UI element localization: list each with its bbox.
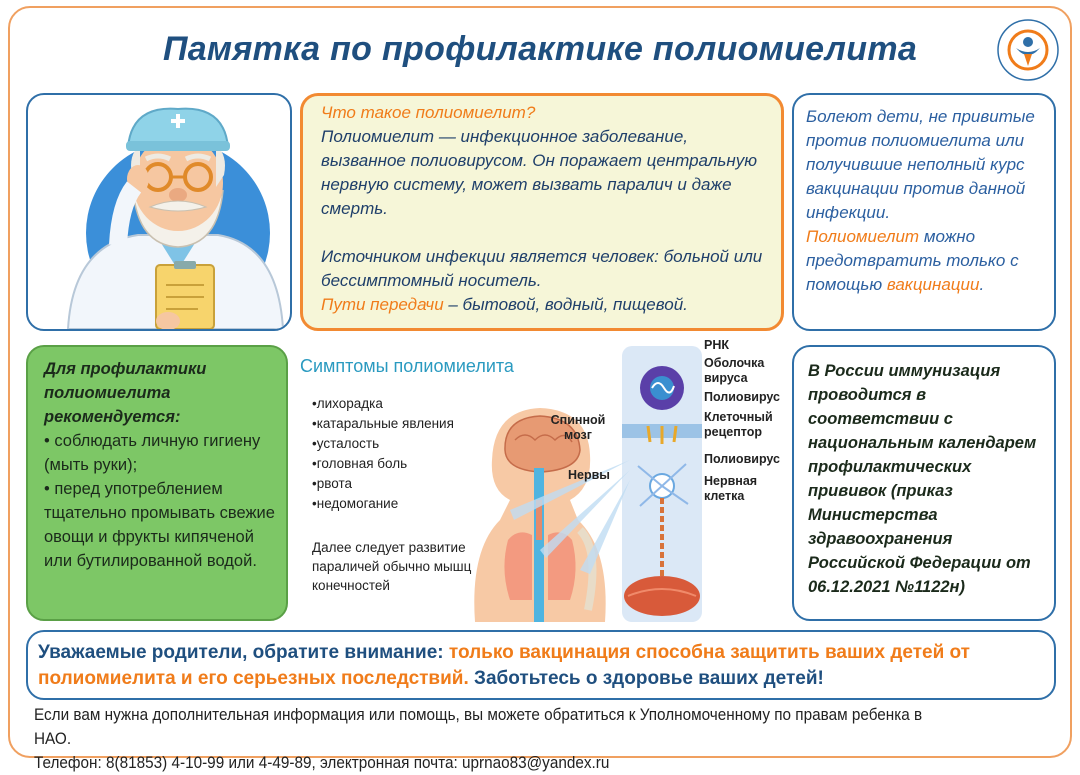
parents-notice-text (38, 640, 1048, 692)
transmission-paths (321, 293, 771, 317)
notice-care-message: Заботьтесь о здоровье ваших детей! (468, 668, 824, 689)
label-nerve-cell: Нервная клетка (704, 474, 758, 503)
doctor-illustration (28, 95, 290, 329)
page-title: Памятка по профилактике полиомиелита (162, 30, 918, 68)
symptom-item: • головная боль (312, 454, 454, 474)
symptoms-title: Симптомы полиомиелита (300, 356, 514, 376)
prevention-statement (806, 225, 1051, 297)
polio-definition: Полиомиелит — инфекционное заболевание, вызванное полиовирусом. Он поражает центральную нервную систему, может вызвать паралич и даже смерть. (321, 127, 757, 218)
immunization-law-text: В России иммунизация проводится в соответствии с национальным календарем профилактических прививок (приказ Министерства здравоохранения Российской Федерации от 06.12.2021 №1122н) (808, 362, 1037, 596)
transmission-text: – бытовой, водный, пищевой. (443, 295, 688, 314)
notice-address: Уважаемые родители, обратите внимание (38, 642, 438, 663)
prevention-text (44, 357, 280, 573)
immunization-law-card (792, 345, 1056, 621)
label-spinal-cord: Спинной мозг (550, 413, 606, 442)
label-poliovirus-second: Полиовирус (704, 452, 781, 466)
symptom-item: • рвота (312, 474, 454, 494)
risk-group-card (792, 93, 1056, 331)
prevention-item-wash: • перед употреблением тщательно промывать свежие овощи и фрукты кипяченой или бутилированной водой. (44, 480, 275, 570)
logo-emblem-icon (996, 18, 1060, 82)
prevention-item-hygiene: • соблюдать личную гигиену (мыть руки); (44, 432, 261, 474)
what-is-polio-card (300, 93, 784, 331)
notice-vaccination-message: только вакцинация способна защитить ваших детей от полиомиелита и его серьезных последствий. (38, 642, 970, 689)
label-rnk: РНК (704, 338, 729, 352)
infection-source: Источником инфекции является человек: больной или бессимптомный носитель. (321, 247, 763, 290)
prevention-heading: Для профилактики полиомиелита рекомендуется: (44, 360, 207, 426)
vaccination-word: вакцинации (886, 275, 980, 294)
prevention-end: . (979, 275, 985, 294)
symptom-item: • лихорадка (312, 394, 454, 414)
what-is-polio-text (321, 101, 771, 317)
contact-footer (34, 703, 952, 775)
symptom-item: • недомогание (312, 494, 454, 514)
paralysis-note: Далее следует развитие параличей обычно мышц конечностей (312, 540, 472, 593)
label-nerves: Нервы (568, 468, 610, 482)
risk-group-description: Болеют дети, не привитые против полиомиелита или получившие неполный курс вакцинации против данной инфекции. (806, 107, 1035, 222)
doctor-illustration-card (26, 93, 292, 331)
footer-info-line: Если вам нужна дополнительная информация или помощь, вы можете обратиться к Уполномоченному по правам ребенка в НАО. (34, 705, 923, 748)
footer-contacts-line: Телефон: 8(81853) 4-10-99 или 4-49-89, электронная почта: uprnao83@yandex.ru (34, 753, 610, 772)
symptom-item: • катаральные явления (312, 414, 454, 434)
notice-colon: : (437, 642, 449, 663)
transmission-label: Пути передачи (321, 295, 444, 314)
what-is-polio-heading: Что такое полиомиелит? (321, 103, 536, 122)
connection-rays (480, 440, 660, 580)
ombudsman-logo (996, 18, 1060, 82)
symptoms-list (312, 394, 454, 514)
label-cell-receptor: Клеточный рецептор (704, 410, 773, 439)
prevention-card (26, 345, 288, 621)
prevention-middle: можно предотвратить только с помощью (806, 227, 1019, 294)
polio-word: Полиомиелит (806, 227, 920, 246)
label-virus-shell: Оболочка вируса (704, 356, 765, 385)
parents-notice-banner (26, 630, 1056, 700)
symptom-item: • усталость (312, 434, 454, 454)
risk-group-text (806, 105, 1051, 297)
label-poliovirus: Полиовирус (704, 390, 781, 404)
